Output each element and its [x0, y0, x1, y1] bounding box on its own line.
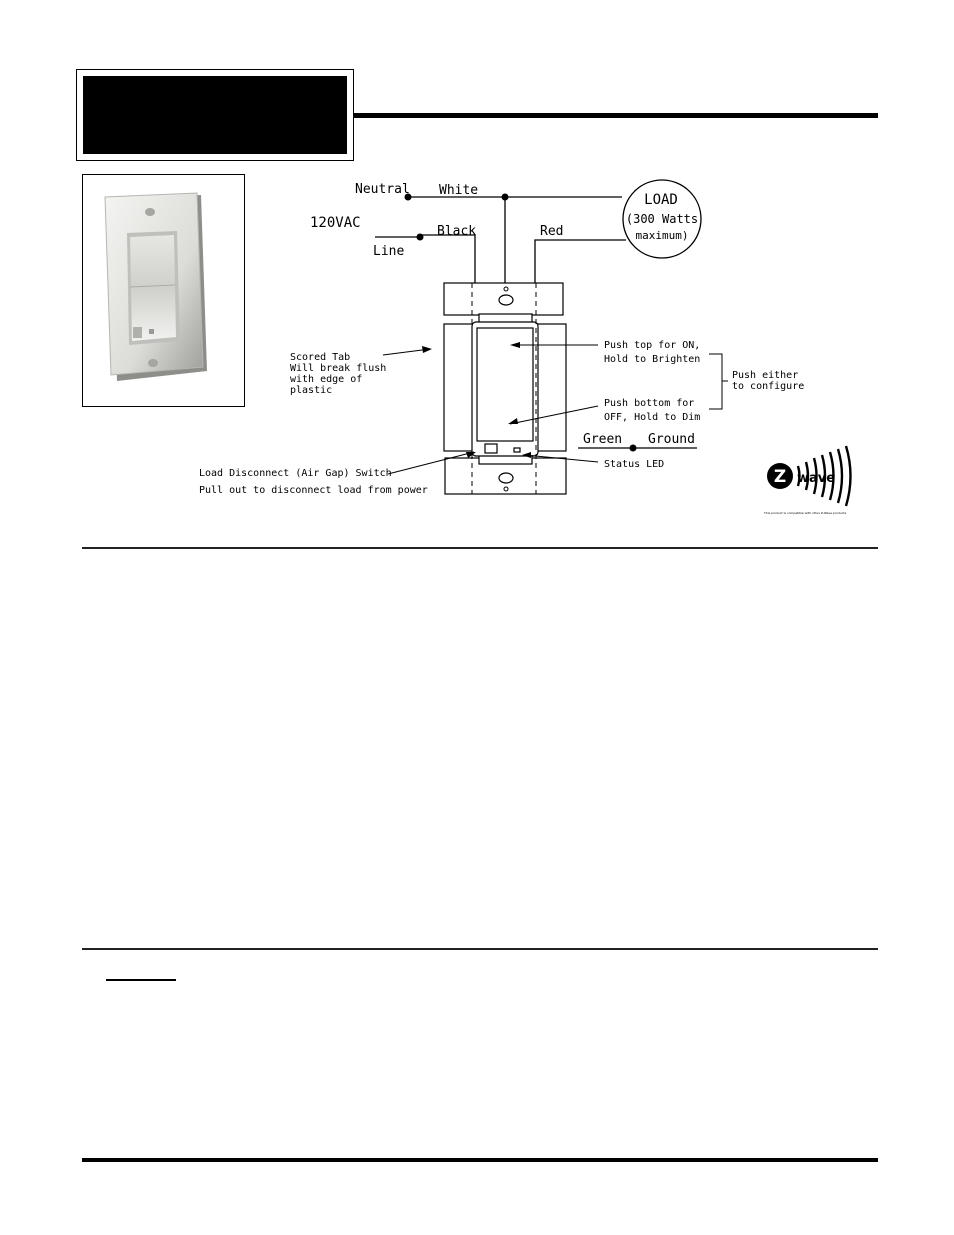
top-strap [444, 283, 563, 315]
vac-label: 120VAC [310, 215, 361, 231]
white-junction-dot [502, 194, 509, 201]
status-led-label: Status LED [604, 459, 665, 470]
scored-tab-label-4: plastic [290, 385, 333, 396]
line-junction-dot [417, 234, 424, 241]
push-bottom-label-1: Push bottom for [604, 398, 695, 409]
neutral-label: Neutral [355, 182, 410, 197]
footer-rule [82, 1158, 878, 1162]
line-label: Line [373, 244, 405, 259]
push-either-label-1: Push either [732, 370, 799, 381]
switch-body [444, 283, 566, 494]
section-divider [82, 547, 878, 549]
white-label: White [439, 183, 479, 198]
section-divider-lower [82, 948, 878, 950]
section-heading-underline [106, 979, 176, 981]
push-top-label-2: Hold to Brighten [604, 354, 701, 365]
air-gap-label-2: Pull out to disconnect load from power [199, 485, 428, 496]
scored-tab-label-2: Will break flush [290, 363, 387, 374]
zwave-logo-tagline: This product is compatible with other Z-Wave products [764, 511, 847, 515]
red-label: Red [540, 224, 564, 239]
black-wire [375, 235, 475, 283]
load-rating-line1: (300 Watts [625, 212, 699, 226]
green-label: Green [583, 432, 623, 447]
ground-label: Ground [648, 432, 695, 447]
zwave-logo [763, 446, 851, 515]
push-either-label-2: to configure [732, 381, 805, 392]
push-bottom-label-2: OFF, Hold to Dim [604, 412, 701, 423]
status-led [514, 448, 520, 452]
zwave-logo-brand: wave [797, 471, 836, 486]
load-title: LOAD [644, 192, 678, 208]
red-wire [535, 240, 626, 283]
air-gap-switch [485, 444, 497, 453]
air-gap-label-1: Load Disconnect (Air Gap) Switch [199, 468, 392, 479]
ground-junction-dot [630, 445, 637, 452]
zwave-logo-letter: Z [773, 467, 787, 487]
scored-tab-label-3: with edge of [290, 374, 363, 385]
push-top-label-1: Push top for ON, [604, 340, 701, 351]
configure-bracket [709, 354, 728, 409]
load-rating-line2: maximum) [635, 229, 689, 242]
scored-tab-label-1: Scored Tab [290, 352, 351, 363]
black-label: Black [437, 224, 477, 239]
